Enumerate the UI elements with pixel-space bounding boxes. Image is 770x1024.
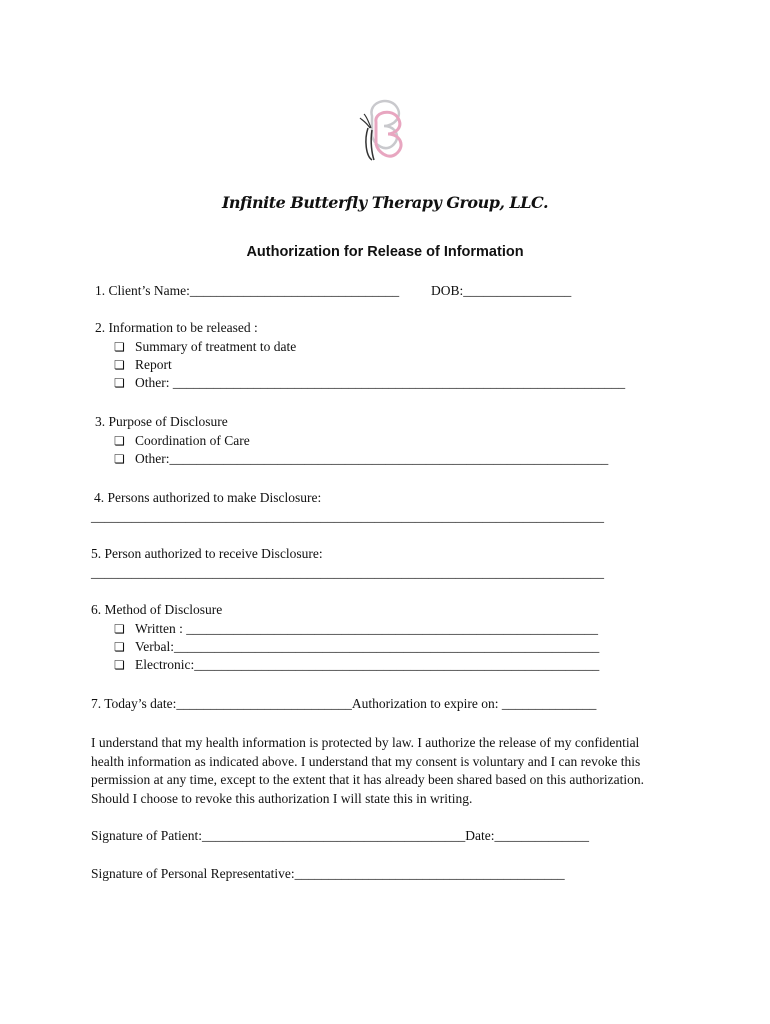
checkbox-icon[interactable]: ❏ xyxy=(114,340,125,354)
persons-make-disclosure-field[interactable]: ____________________________________________________________________________ xyxy=(91,509,604,524)
section-2-heading: 2. Information to be released : xyxy=(95,320,258,335)
option-label: Verbal:_______________________________________________________________ xyxy=(135,639,600,654)
dates-field[interactable]: 7. Today’s date:__________________________Authorization to expire on: ______________ xyxy=(91,696,597,711)
person-receive-disclosure-field[interactable]: ____________________________________________________________________________ xyxy=(91,565,604,580)
section-3-heading: 3. Purpose of Disclosure xyxy=(95,414,228,429)
option-label: Written : _____________________________________________________________ xyxy=(135,621,598,636)
representative-signature-field[interactable]: Signature of Personal Representative:________________________________________ xyxy=(91,866,565,881)
company-name: Infinite Butterfly Therapy Group, LLC. xyxy=(221,193,549,212)
patient-signature-field[interactable]: Signature of Patient:_______________________________________Date:______________ xyxy=(91,828,589,843)
checkbox-icon[interactable]: ❏ xyxy=(114,658,125,672)
option-verbal[interactable] xyxy=(114,639,599,655)
checkbox-icon[interactable]: ❏ xyxy=(114,622,125,636)
option-written[interactable] xyxy=(114,621,598,637)
logo-antenna xyxy=(360,114,371,128)
option-label: Other: ___________________________________________________________________ xyxy=(135,375,626,390)
section-4-heading: 4. Persons authorized to make Disclosure: xyxy=(94,490,322,505)
option-electronic[interactable] xyxy=(114,657,599,673)
option-label: Other:_________________________________________________________________ xyxy=(135,451,609,466)
dob-field[interactable]: DOB:________________ xyxy=(431,283,572,298)
butterfly-logo xyxy=(354,98,420,168)
option-label: Report xyxy=(135,357,172,372)
option-other-info[interactable] xyxy=(114,375,625,391)
option-coordination-of-care[interactable] xyxy=(114,433,250,449)
option-other-purpose[interactable] xyxy=(114,451,608,467)
form-title: Authorization for Release of Information xyxy=(246,244,524,260)
section-5-heading: 5. Person authorized to receive Disclosure: xyxy=(91,546,323,561)
checkbox-icon[interactable]: ❏ xyxy=(114,640,125,654)
checkbox-icon[interactable]: ❏ xyxy=(114,358,125,372)
checkbox-icon[interactable]: ❏ xyxy=(114,376,125,390)
option-report[interactable] xyxy=(114,357,172,373)
checkbox-icon[interactable]: ❏ xyxy=(114,434,125,448)
option-label: Electronic:____________________________________________________________ xyxy=(135,657,600,672)
option-label: Summary of treatment to date xyxy=(135,339,297,354)
consent-statement: I understand that my health information is protected by law. I authorize the release of my confidential health information as indicated above. I understand that my consent is voluntary and I can revoke this permission at any time, except to the extent that it has already been shared based on this authorization. Should I choose to revoke this authorization I will state this in writing. xyxy=(91,735,644,806)
option-summary-of-treatment[interactable] xyxy=(114,339,296,355)
section-6-heading: 6. Method of Disclosure xyxy=(91,602,223,617)
client-name-field[interactable]: 1. Client’s Name:_______________________________ xyxy=(95,283,400,298)
option-label: Coordination of Care xyxy=(135,433,250,448)
checkbox-icon[interactable]: ❏ xyxy=(114,452,125,466)
